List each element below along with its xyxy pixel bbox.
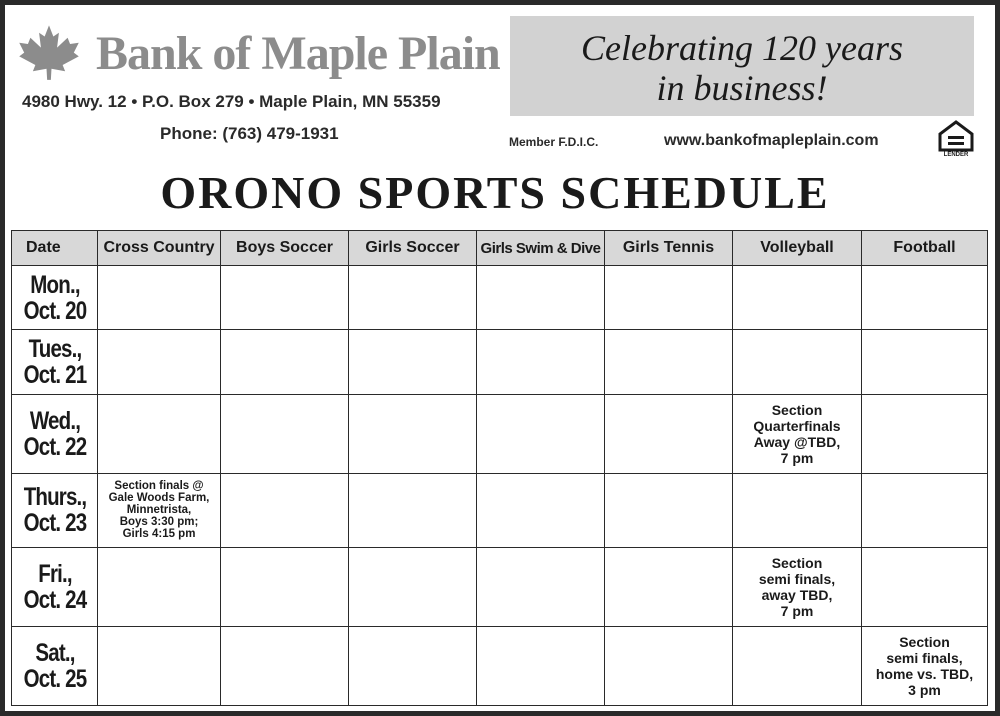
- bank-website: www.bankofmapleplain.com: [664, 132, 879, 149]
- maple-leaf-icon: [18, 24, 80, 80]
- schedule-cell: [98, 394, 221, 473]
- schedule-cell: [221, 626, 349, 705]
- anniversary-banner: [510, 16, 974, 116]
- schedule-cell: [477, 626, 605, 705]
- schedule-cell: [605, 266, 733, 330]
- col-header-boys-soccer: Boys Soccer: [221, 231, 349, 266]
- schedule-cell: [733, 473, 862, 547]
- col-header-football: Football: [862, 231, 988, 266]
- table-row: [12, 547, 988, 626]
- schedule-cell: [98, 547, 221, 626]
- schedule-cell: [349, 330, 477, 394]
- schedule-cell: [349, 394, 477, 473]
- banner-line-1: Celebrating 120 years: [581, 28, 903, 68]
- schedule-cell: [349, 266, 477, 330]
- schedule-cell: [862, 547, 988, 626]
- col-header-cross-country: Cross Country: [98, 231, 221, 266]
- schedule-cell: [477, 394, 605, 473]
- schedule-cell: [221, 266, 349, 330]
- col-header-girls-swim-dive: Girls Swim & Dive: [477, 231, 605, 266]
- schedule-cell: [477, 266, 605, 330]
- schedule-cell: [862, 394, 988, 473]
- schedule-cell: [98, 330, 221, 394]
- col-header-volleyball: Volleyball: [733, 231, 862, 266]
- table-row: [12, 330, 988, 394]
- date-cell: Sat., Oct. 25: [19, 626, 90, 705]
- page-title: ORONO SPORTS SCHEDULE: [160, 167, 830, 218]
- date-cell: Fri., Oct. 24: [19, 547, 90, 626]
- schedule-cell: [349, 547, 477, 626]
- schedule-cell: [605, 330, 733, 394]
- schedule-cell: [221, 394, 349, 473]
- schedule-cell: [605, 626, 733, 705]
- table-row: [12, 266, 988, 330]
- table-row: [12, 626, 988, 705]
- schedule-cell: [605, 473, 733, 547]
- col-header-girls-soccer: Girls Soccer: [349, 231, 477, 266]
- table-row: [12, 394, 988, 473]
- schedule-cell: [221, 330, 349, 394]
- banner-line-2: in business!: [656, 68, 828, 108]
- schedule-cell: [477, 473, 605, 547]
- bank-address: 4980 Hwy. 12 • P.O. Box 279 • Maple Plain, MN 55359: [22, 92, 441, 111]
- col-header-girls-tennis: Girls Tennis: [605, 231, 733, 266]
- schedule-cell: [733, 330, 862, 394]
- schedule-cell: [477, 547, 605, 626]
- schedule-cell: [221, 473, 349, 547]
- fdic-member: Member F.D.I.C.: [509, 135, 599, 149]
- date-cell: Thurs., Oct. 23: [19, 473, 90, 547]
- schedule-cell: [605, 547, 733, 626]
- schedule-cell: [733, 266, 862, 330]
- schedule-table: [11, 230, 988, 706]
- schedule-cell-volleyball: Section Quarterfinals Away @TBD, 7 pm: [733, 394, 862, 473]
- date-cell: Tues., Oct. 21: [19, 330, 90, 394]
- col-header-date: Date: [12, 231, 98, 266]
- schedule-cell: [221, 547, 349, 626]
- date-cell: Wed., Oct. 22: [19, 394, 90, 473]
- bank-phone: Phone: (763) 479-1931: [160, 124, 339, 143]
- lender-badge: LENDER: [943, 152, 969, 158]
- schedule-cell-volleyball: Section semi finals, away TBD, 7 pm: [733, 547, 862, 626]
- bank-name: Bank of Maple Plain: [96, 27, 500, 80]
- header-row: [12, 231, 988, 266]
- schedule-cell-football: Section semi finals, home vs. TBD, 3 pm: [862, 626, 988, 705]
- schedule-cell: [862, 330, 988, 394]
- table-row: [12, 473, 988, 547]
- schedule-cell: [477, 330, 605, 394]
- schedule-cell: [733, 626, 862, 705]
- schedule-cell: [349, 626, 477, 705]
- schedule-cell: [862, 266, 988, 330]
- schedule-cell: [98, 266, 221, 330]
- schedule-cell-cross-country: Section finals @ Gale Woods Farm, Minnetrista, Boys 3:30 pm; Girls 4:15 pm: [98, 473, 221, 547]
- schedule-cell: [605, 394, 733, 473]
- schedule-cell: [98, 626, 221, 705]
- schedule-cell: [862, 473, 988, 547]
- date-cell: Mon., Oct. 20: [19, 266, 90, 330]
- schedule-cell: [349, 473, 477, 547]
